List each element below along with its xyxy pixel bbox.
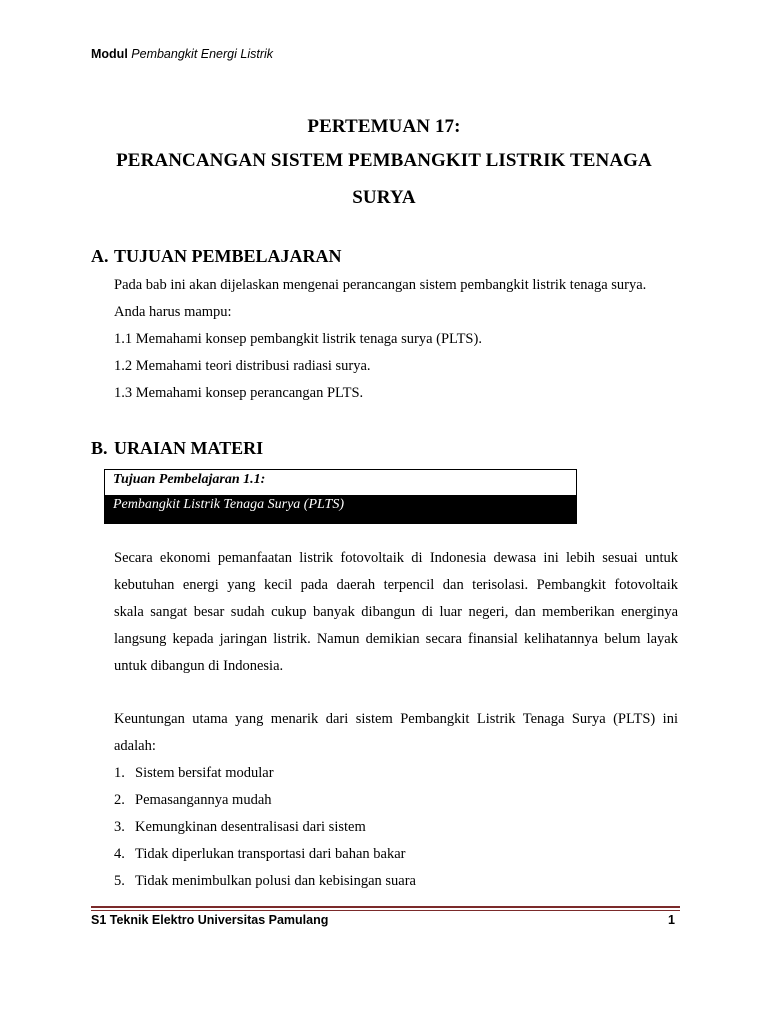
paragraph-line: untuk dibangun di Indonesia. (114, 658, 284, 674)
section-b-title: URAIAN MATERI (114, 438, 264, 458)
header-module-label: Modul (91, 47, 128, 61)
section-a-title: TUJUAN PEMBELAJARAN (114, 246, 342, 266)
footer-rule-thick (91, 906, 680, 908)
section-b-letter: B. (91, 438, 108, 458)
learning-objective-box (104, 469, 577, 524)
section-a-heading (91, 246, 342, 267)
paragraph-2 (114, 706, 678, 760)
objective-box-title: Tujuan Pembelajaran 1.1: (113, 472, 266, 487)
footer-rule-thin (91, 910, 680, 911)
running-header (91, 47, 273, 61)
list-item-number: 3. (114, 819, 125, 835)
list-item-text: Tidak diperlukan transportasi dari bahan bakar (135, 846, 406, 862)
page-title-line3: SURYA (352, 187, 416, 208)
paragraph-line: Secara ekonomi pemanfaatan listrik fotovoltaik di Indonesia dewasa ini lebih sesuai untuk (114, 550, 678, 566)
section-a-line: 1.3 Memahami konsep perancangan PLTS. (114, 385, 364, 401)
list-item (114, 765, 416, 792)
section-a-letter: A. (91, 246, 109, 266)
list-item-number: 2. (114, 792, 125, 808)
list-item (114, 819, 416, 846)
paragraph-line: skala sangat besar sudah cukup banyak dibangun di luar negeri, dan memberikan energinya (114, 604, 678, 620)
section-a-line: Pada bab ini akan dijelaskan mengenai perancangan sistem pembangkit listrik tenaga surya. (114, 277, 647, 293)
list-item (114, 873, 416, 900)
page-title-line2: PERANCANGAN SISTEM PEMBANGKIT LISTRIK TENAGA (116, 150, 652, 171)
section-a-line: 1.2 Memahami teori distribusi radiasi surya. (114, 358, 371, 374)
list-item-text: Kemungkinan desentralisasi dari sistem (135, 819, 366, 835)
list-item-text: Pemasangannya mudah (135, 792, 272, 808)
paragraph-line: langsung kepada jaringan listrik. Namun demikian secara finansial kelihatannya belum layak (114, 631, 678, 647)
paragraph-1 (114, 545, 678, 680)
list-item (114, 792, 416, 819)
paragraph-line: Keuntungan utama yang menarik dari sistem Pembangkit Listrik Tenaga Surya (PLTS) ini (114, 711, 678, 727)
list-item-number: 1. (114, 765, 125, 781)
section-a-line: 1.1 Memahami konsep pembangkit listrik tenaga surya (PLTS). (114, 331, 482, 347)
objective-box-subtitle: Pembangkit Listrik Tenaga Surya (PLTS) (105, 495, 576, 523)
section-b-heading (91, 438, 263, 459)
section-a-line: Anda harus mampu: (114, 304, 232, 320)
page-number: 1 (668, 913, 675, 927)
list-item (114, 846, 416, 873)
advantages-list (114, 765, 416, 900)
paragraph-line: kebutuhan energi yang kecil pada daerah terpencil dan terisolasi. Pembangkit fotovoltaik (114, 577, 678, 593)
list-item-text: Tidak menimbulkan polusi dan kebisingan suara (135, 873, 416, 889)
footer-institution: S1 Teknik Elektro Universitas Pamulang (91, 913, 329, 927)
list-item-number: 4. (114, 846, 125, 862)
list-item-text: Sistem bersifat modular (135, 765, 274, 781)
paragraph-line: adalah: (114, 738, 156, 754)
header-module-title: Pembangkit Energi Listrik (131, 47, 274, 61)
list-item-number: 5. (114, 873, 125, 889)
page-title-line1: PERTEMUAN 17: (307, 116, 461, 137)
